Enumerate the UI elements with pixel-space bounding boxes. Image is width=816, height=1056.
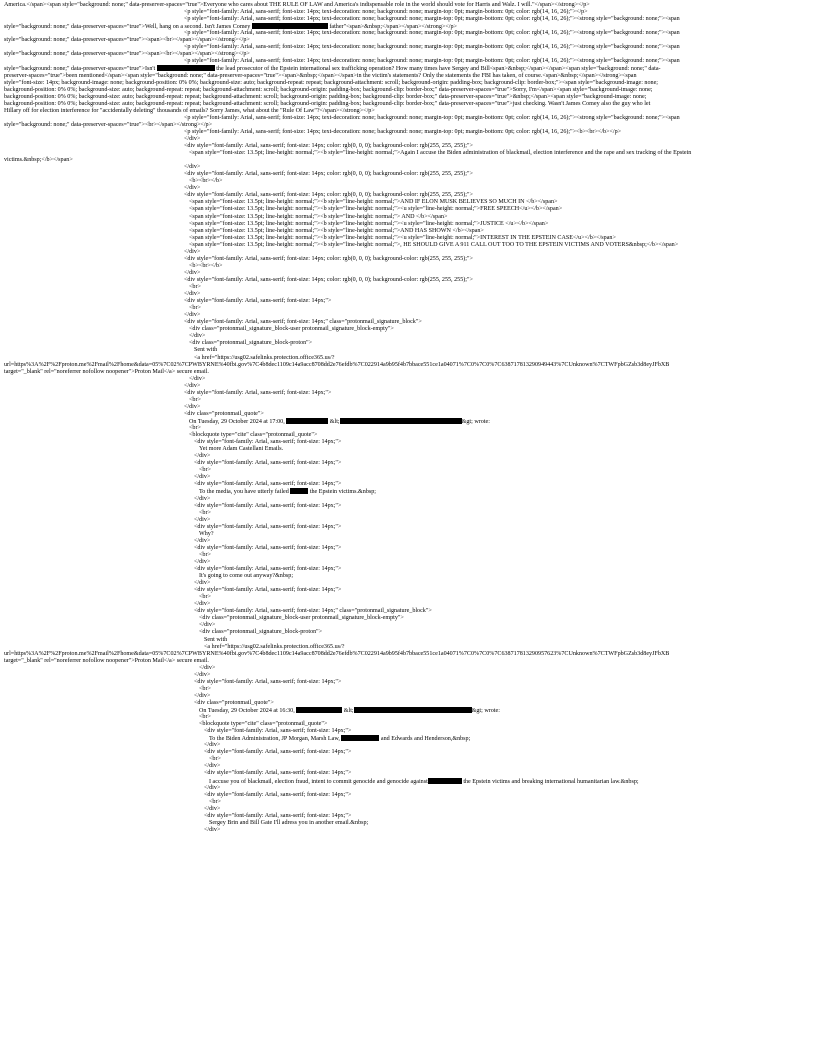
source-line bbox=[184, 270, 200, 277]
line-text: </div> bbox=[184, 382, 201, 389]
line-text: On Tuesday, 29 October 2024 at 17:00, bbox=[189, 418, 287, 425]
line-text: the Epstein victims and breaking international humanitarian law.&nbsp; bbox=[461, 778, 639, 785]
line-text: It's going to come out anyway?&nbsp; bbox=[199, 573, 294, 580]
line-text: <br> bbox=[199, 714, 211, 721]
line-text: <div style="font-family: Arial, sans-serif; font-size: 14px; color: rgb(0, 0, 0); background-color: rgb(255, 255, 255);"> bbox=[184, 276, 473, 283]
source-line bbox=[184, 256, 473, 263]
source-line bbox=[209, 820, 368, 827]
source-line bbox=[184, 298, 331, 305]
line-text: Yet more Adam Castellani Emails. bbox=[199, 446, 284, 453]
source-line bbox=[4, 101, 650, 108]
source-line bbox=[4, 651, 669, 658]
source-line bbox=[204, 827, 220, 834]
source-line bbox=[4, 157, 73, 164]
source-line bbox=[184, 277, 473, 284]
source-line bbox=[204, 749, 351, 756]
line-text: </div> bbox=[204, 763, 221, 770]
source-line bbox=[189, 340, 312, 347]
line-text: target="_blank" rel="noreferrer nofollow noopener">Proton Mail</a> secure email. bbox=[4, 368, 209, 375]
source-line bbox=[184, 136, 200, 143]
source-line bbox=[189, 263, 222, 270]
line-text: <div class="protonmail_quote"> bbox=[184, 410, 264, 417]
line-text: </div> bbox=[204, 805, 221, 812]
line-text: <p style="font-family: Arial, sans-serif; font-size: 14px; text-decoration: none; background: none; margin-top: 0pt; margin-bottom: 0pt; color: rgb(14, 16, 26);"><b><br></b></p> bbox=[184, 128, 622, 135]
line-text: </div> bbox=[194, 453, 211, 460]
line-text: </div> bbox=[194, 516, 211, 523]
line-text: <span style="font-size: 13.5pt; line-height: normal;"><b style="line-height: normal;">, HE SHOULD GIVE A 911 CALL OUT TOO TO THE EPSTEIN VICTIMS AND VOTERS&nbsp;</b></span> bbox=[189, 241, 679, 248]
redaction-block bbox=[157, 65, 215, 71]
source-line bbox=[184, 249, 200, 256]
line-text: </div> bbox=[194, 601, 211, 608]
line-text: </div> bbox=[184, 312, 201, 319]
line-text: <span style="font-size: 13.5pt; line-height: normal;"><b style="line-height: normal;"> AND </b></span> bbox=[189, 213, 448, 220]
line-text: <div style="font-family: Arial, sans-serif; font-size: 14px;"> bbox=[204, 770, 352, 777]
source-line bbox=[184, 115, 680, 122]
line-text: Sent with bbox=[194, 347, 218, 354]
line-text: <div style="font-family: Arial, sans-serif; font-size: 14px; color: rgb(0, 0, 0); background-color: rgb(255, 255, 255);"> bbox=[184, 143, 473, 149]
line-text: style="font-size: 14px; background-image: none; background-position: 0% 0%; background-size: auto; background-repeat: repeat; background-attachment: scroll; background-origin: padding-box; background-clip: border-box;"><span style="background-image: none; bbox=[4, 79, 658, 86]
source-line bbox=[199, 488, 376, 496]
line-text: style="background: none;" data-preserver-spaces="true"><span><br></span></span></strong></p> bbox=[4, 37, 250, 44]
line-text: &lt; bbox=[328, 418, 340, 425]
source-line bbox=[184, 390, 331, 397]
source-line bbox=[204, 813, 351, 820]
line-text: </div> bbox=[194, 580, 211, 587]
source-line bbox=[194, 700, 274, 707]
line-text: </div> bbox=[194, 495, 211, 502]
line-text: <br> bbox=[199, 509, 211, 516]
line-text: <div style="font-family: Arial, sans-serif; font-size: 14px; color: rgb(0, 0, 0); background-color: rgb(255, 255, 255);"> bbox=[184, 192, 473, 199]
line-text: <b><br></b> bbox=[189, 178, 223, 185]
line-text: <p style="font-family: Arial, sans-serif; font-size: 14px; text-decoration: none; background: none; margin-top: 0pt; margin-bottom: 0pt; color: rgb(14, 16, 26);"><strong style="background: none;"><span bbox=[184, 114, 680, 121]
redaction-block bbox=[341, 735, 379, 741]
source-line bbox=[199, 707, 500, 715]
line-text: </div> bbox=[199, 622, 216, 629]
source-line bbox=[189, 376, 205, 383]
redaction-block bbox=[252, 23, 328, 29]
line-text: <p style="font-family: Arial, sans-serif; font-size: 14px; text-decoration: none; background: none; margin-top: 0pt; margin-bottom: 0pt; color: rgb(14, 16, 26);"><strong style="background: none;"><span bbox=[184, 16, 680, 23]
source-line bbox=[194, 538, 210, 545]
source-line bbox=[204, 728, 351, 735]
line-text: <div style="font-family: Arial, sans-serif; font-size: 14px;"> bbox=[194, 481, 342, 488]
line-text: </div> bbox=[194, 474, 211, 481]
line-text: &gt; wrote: bbox=[471, 708, 500, 714]
source-line bbox=[199, 510, 211, 517]
line-text: preserver-spaces="true">been mentioned</span><span style="background: none;" data-preserver-spaces="true"><span>&nbsp;</span></span>in the victim's statements? Only the statements the FBI has taken, of course.<span>&nbsp;</span></strong><span bbox=[4, 72, 637, 79]
line-text: </div> bbox=[184, 164, 201, 171]
redaction-block bbox=[340, 418, 462, 424]
line-text: <blockquote type="cite" class="protonmail_quote"> bbox=[199, 721, 328, 728]
source-line bbox=[189, 432, 317, 439]
line-text: <br> bbox=[189, 284, 201, 290]
line-text: <br> bbox=[199, 594, 211, 601]
source-line bbox=[189, 284, 201, 291]
line-text: &gt; wrote: bbox=[461, 418, 490, 425]
source-line bbox=[199, 552, 211, 559]
source-line bbox=[199, 665, 215, 672]
line-text: father"<span>&nbsp;</span></span></strong></p> bbox=[327, 24, 457, 31]
source-line bbox=[189, 206, 562, 213]
line-text: </div> bbox=[184, 269, 201, 276]
line-text: <div style="font-family: Arial, sans-serif; font-size: 14px;"> bbox=[194, 439, 342, 446]
line-text: style="background: none;" data-preserver-spaces="true">Well, hang on a second. Isn't James Comey bbox=[4, 24, 252, 31]
line-text: </div> bbox=[184, 135, 201, 142]
line-text: <br> bbox=[189, 425, 201, 431]
line-text: America.</span><span style="background: none;" data-preserver-spaces="true">Everyone who cares about THE RULE OF LAW and America's indispensable role in the world should vote for Harris and Walz. I will."</span></strong></p> bbox=[4, 2, 590, 8]
line-text: <p style="font-family: Arial, sans-serif; font-size: 14px; text-decoration: none; background: none; margin-top: 0pt; margin-bottom: 0pt; color: rgb(14, 16, 26);"><strong style="background: none;"><span bbox=[184, 44, 680, 51]
source-line bbox=[204, 644, 344, 651]
line-text: </div> bbox=[189, 333, 206, 340]
line-text: Why? bbox=[199, 530, 214, 537]
line-text: <div style="font-family: Arial, sans-serif; font-size: 14px;"> bbox=[204, 749, 352, 756]
line-text: </div> bbox=[184, 248, 201, 255]
line-text: <p style="font-family: Arial, sans-serif; font-size: 14px; text-decoration: none; background: none; margin-top: 0pt; margin-bottom: 0pt; color: rgb(14, 16, 26);"><strong style="background: none;"><span bbox=[184, 58, 680, 65]
source-line bbox=[199, 531, 214, 538]
source-line bbox=[194, 559, 210, 566]
line-text: the Epstein victims.&nbsp; bbox=[308, 489, 377, 496]
line-text: </div> bbox=[194, 692, 211, 699]
line-text: <br> bbox=[189, 305, 201, 312]
line-text: &lt; bbox=[342, 708, 354, 714]
line-text: <div style="font-family: Arial, sans-serif; font-size: 14px;"> bbox=[194, 460, 342, 467]
source-line bbox=[4, 658, 209, 665]
line-text: background-position: 0% 0%; background-size: auto; background-repeat: repeat; background-attachment: scroll; background-origin: padding-box; background-clip: border-box;" data-preserver-spaces="true">Sorry, I'm</span><span style="background-image: none; bbox=[4, 86, 653, 93]
line-text: <div style="font-family: Arial, sans-serif; font-size: 14px; color: rgb(0, 0, 0); background-color: rgb(255, 255, 255);"> bbox=[184, 171, 473, 178]
source-line bbox=[194, 679, 341, 686]
line-text: <div style="font-family: Arial, sans-serif; font-size: 14px;" class="protonmail_signature_block"> bbox=[194, 608, 432, 615]
source-line bbox=[189, 418, 490, 426]
line-text: </div> bbox=[189, 375, 206, 382]
line-text: <span style="font-size: 13.5pt; line-height: normal;"><b style="line-height: normal;"><u style="line-height: normal;">FREE SPEECH</u></b></span> bbox=[189, 206, 563, 213]
line-text: url=https%3A%2F%2Fproton.me%2Fmail%2Fhome&data=05%7C02%7CPWBYRNE%40fbi.gov%7C4b8dec1109c14a9acc8708dd2e76efdb%7C022914a9b95f4b7bbace551ce1a04071%7C0%7C0%7C638717813290957623%7CUnknown%7CTWFpbGZsb3d8eyJFbXB bbox=[4, 650, 670, 657]
line-text: </div> bbox=[204, 784, 221, 791]
line-text: the lead prosecutor of the Epstein international sex trafficking operation? How many times have Sergey and Bill<span>&nbsp;</span></span><span style="background: none;" data- bbox=[214, 66, 661, 73]
line-text: </div> bbox=[199, 664, 216, 671]
source-line bbox=[199, 573, 293, 580]
source-line bbox=[194, 481, 341, 488]
source-line bbox=[199, 714, 211, 721]
line-text: <div class="protonmail_signature_block-user protonmail_signature_block-empty"> bbox=[189, 326, 394, 333]
source-line bbox=[204, 792, 351, 799]
source-line bbox=[184, 44, 680, 51]
source-line bbox=[194, 545, 341, 552]
source-line bbox=[4, 369, 209, 376]
line-text: <span style="font-size: 13.5pt; line-height: normal;"><b style="line-height: normal;">Again I accuse the Biden administration of blackmail, election interference and the rape and sex tracking of the Epstein bbox=[189, 150, 692, 157]
line-text: style="background: none;" data-preserver-spaces="true"><span><br></span></span></strong></p> bbox=[4, 51, 250, 58]
source-line bbox=[189, 305, 201, 312]
source-line bbox=[189, 228, 484, 235]
line-text: <div style="font-family: Arial, sans-serif; font-size: 14px;"> bbox=[194, 523, 342, 530]
source-line bbox=[184, 58, 680, 65]
source-line bbox=[189, 178, 222, 185]
source-line bbox=[199, 594, 211, 601]
source-line bbox=[189, 242, 678, 249]
line-text: <p style="font-family: Arial, sans-serif; font-size: 14px; text-decoration: none; background: none; margin-top: 0pt; margin-bottom: 0pt; color: rgb(14, 16, 26);"></p> bbox=[184, 9, 588, 16]
source-line bbox=[189, 397, 201, 404]
line-text: <div style="font-family: Arial, sans-serif; font-size: 14px;"> bbox=[194, 502, 342, 509]
source-line bbox=[184, 291, 200, 298]
line-text: <blockquote type="cite" class="protonmail_quote"> bbox=[189, 432, 318, 439]
line-text: <div style="font-family: Arial, sans-serif; font-size: 14px;"> bbox=[204, 812, 352, 819]
line-text: <br> bbox=[199, 551, 211, 558]
line-text: victims.&nbsp;</b></span> bbox=[4, 157, 73, 164]
source-line bbox=[199, 622, 215, 629]
line-text: <div style="font-family: Arial, sans-serif; font-size: 14px;"> bbox=[184, 389, 332, 396]
source-line bbox=[4, 94, 646, 101]
source-line bbox=[194, 566, 341, 573]
source-line bbox=[194, 355, 334, 362]
line-text: To the media, you have utterly failed bbox=[199, 489, 291, 496]
line-text: </div> bbox=[194, 558, 211, 565]
redaction-block bbox=[354, 707, 472, 713]
source-line bbox=[194, 503, 341, 510]
line-text: <div style="font-family: Arial, sans-serif; font-size: 14px;"> bbox=[194, 566, 342, 572]
line-text: </div> bbox=[194, 671, 211, 678]
source-line bbox=[209, 799, 221, 806]
line-text: <span style="font-size: 13.5pt; line-height: normal;"><b style="line-height: normal;"><u style="line-height: normal;">JUSTICE </u></b></span> bbox=[189, 220, 549, 227]
source-line bbox=[189, 326, 394, 333]
line-text: On Tuesday, 29 October 2024 at 16:30, bbox=[199, 708, 297, 714]
source-line bbox=[189, 221, 548, 228]
source-line bbox=[4, 73, 637, 80]
source-line bbox=[194, 496, 210, 503]
line-text: </div> bbox=[204, 826, 221, 833]
line-text: <div style="font-family: Arial, sans-serif; font-size: 14px;"> bbox=[204, 791, 352, 798]
line-text: background-position: 0% 0%; background-size: auto; background-repeat: repeat; background-attachment: scroll; background-origin: padding-box; background-clip: border-box;" data-preserver-spaces="true">&nbsp;</span><span style="background-image: none; bbox=[4, 93, 647, 100]
line-text: background-position: 0% 0%; background-size: auto; background-repeat: repeat; background-attachment: scroll; background-origin: padding-box; background-clip: border-box;" data-preserver-spaces="true">just checking. Wasn't James Comey also the guy who let bbox=[4, 100, 651, 107]
source-line bbox=[194, 587, 341, 594]
line-text: and Edwards and Henderson,&nbsp; bbox=[379, 736, 471, 743]
source-line bbox=[204, 785, 220, 792]
source-line bbox=[184, 319, 422, 326]
source-line bbox=[194, 693, 210, 700]
source-line bbox=[189, 150, 691, 157]
source-line bbox=[189, 425, 201, 432]
source-line bbox=[189, 333, 205, 340]
line-text: url=https%3A%2F%2Fproton.me%2Fmail%2Fhome&data=05%7C02%7CPWBYRNE%40fbi.gov%7C4b8dec1109c14a9acc8708dd2e76efdb%7C022914a9b95f4b7bbace551ce1a04071%7C0%7C0%7C638717813290949443%7CUnknown%7CTWFpbGZsb3d8eyJFbXB bbox=[4, 361, 670, 368]
source-line bbox=[209, 756, 221, 763]
line-text: <div style="font-family: Arial, sans-serif; font-size: 14px;"> bbox=[194, 587, 342, 594]
source-line bbox=[4, 80, 658, 87]
line-text: <div class="protonmail_signature_block-user protonmail_signature_block-empty"> bbox=[199, 615, 404, 622]
line-text: <div class="protonmail_signature_block-proton"> bbox=[199, 629, 323, 636]
redaction-block bbox=[428, 778, 462, 784]
line-text: <div class="protonmail_signature_block-proton"> bbox=[189, 340, 313, 347]
line-text: <div style="font-family: Arial, sans-serif; font-size: 14px; color: rgb(0, 0, 0); background-color: rgb(255, 255, 255);"> bbox=[184, 255, 473, 262]
line-text: <br> bbox=[199, 685, 211, 692]
source-line bbox=[4, 362, 669, 369]
redaction-block bbox=[286, 418, 328, 424]
source-line bbox=[194, 517, 210, 524]
source-line bbox=[199, 615, 404, 622]
source-line bbox=[184, 143, 473, 150]
line-text: <a href="https://usg02.safelinks.protection.office365.us/? bbox=[194, 354, 335, 361]
line-text: <span style="font-size: 13.5pt; line-height: normal;"><b style="line-height: normal;">AND IF ELON MUSK BELIEVES SO MUCH IN </b></span> bbox=[189, 199, 558, 206]
line-text: </div> bbox=[194, 537, 211, 544]
line-text: <br> bbox=[209, 756, 221, 763]
source-line bbox=[204, 637, 227, 644]
line-text: Sergey Brin and Bill Gate I'll adress you in another email.&nbsp; bbox=[209, 819, 369, 826]
source-line bbox=[194, 347, 217, 354]
source-line bbox=[4, 108, 375, 115]
source-line bbox=[199, 446, 283, 453]
redaction-block bbox=[290, 488, 308, 494]
source-line bbox=[199, 686, 211, 693]
source-line bbox=[204, 770, 351, 777]
line-text: <div style="font-family: Arial, sans-serif; font-size: 14px;"> bbox=[194, 678, 342, 685]
line-text: Sent with bbox=[204, 636, 228, 643]
source-line bbox=[189, 214, 447, 221]
line-text: <br> bbox=[209, 798, 221, 805]
source-line bbox=[184, 9, 588, 16]
line-text: I accuse you of blackmail, election fraud, intent to commit genocide and genocide against bbox=[209, 778, 428, 785]
source-line bbox=[204, 806, 220, 813]
source-line bbox=[194, 460, 341, 467]
source-line bbox=[184, 16, 680, 23]
source-line bbox=[189, 235, 616, 242]
source-line bbox=[4, 87, 653, 94]
line-text: </div> bbox=[184, 185, 201, 192]
line-text: <br> bbox=[189, 396, 201, 403]
line-text: style="background: none;" data-preserver-spaces="true"><br></span></strong></p> bbox=[4, 121, 213, 128]
source-line bbox=[184, 171, 473, 178]
line-text: <br> bbox=[199, 467, 211, 474]
source-line bbox=[4, 122, 212, 129]
line-text: <span style="font-size: 13.5pt; line-height: normal;"><b style="line-height: normal;">AND HAS SHOWN </b></span> bbox=[189, 227, 484, 234]
source-line bbox=[209, 735, 470, 743]
line-text: target="_blank" rel="noreferrer nofollow noopener">Proton Mail</a> secure email. bbox=[4, 657, 209, 664]
line-text: <p style="font-family: Arial, sans-serif; font-size: 14px; text-decoration: none; background: none; margin-top: 0pt; margin-bottom: 0pt; color: rgb(14, 16, 26);"><strong style="background: none;"><span bbox=[184, 30, 680, 37]
line-text: <span style="font-size: 13.5pt; line-height: normal;"><b style="line-height: normal;"><u style="line-height: normal;">INTEREST IN THE EPSTEIN CASE</u></b></span> bbox=[189, 234, 616, 241]
redaction-block bbox=[296, 707, 342, 713]
line-text: <div style="font-family: Arial, sans-serif; font-size: 14px;"> bbox=[184, 298, 332, 305]
source-line bbox=[199, 629, 322, 636]
source-line bbox=[184, 129, 621, 136]
line-text: <div style="font-family: Arial, sans-serif; font-size: 14px;"> bbox=[194, 544, 342, 551]
line-text: style="background: none;" data-preserver-spaces="true">Isn't bbox=[4, 66, 157, 73]
source-line bbox=[194, 439, 341, 446]
source-line bbox=[184, 404, 200, 411]
line-text: </div> bbox=[184, 291, 201, 298]
source-line bbox=[184, 411, 264, 418]
line-text: </div> bbox=[204, 742, 221, 749]
line-text: <a href="https://usg02.safelinks.protection.office365.us/? bbox=[204, 643, 345, 650]
line-text: <div class="protonmail_quote"> bbox=[194, 699, 274, 706]
line-text: Hillary off for election interference for "accidentally deleting" thousands of emails? Sorry James, what about the "Rule Of Law"?</span></strong></p> bbox=[4, 107, 375, 114]
source-line bbox=[194, 524, 341, 531]
source-line bbox=[194, 672, 210, 679]
source-line bbox=[184, 383, 200, 390]
line-text: <div style="font-family: Arial, sans-serif; font-size: 14px;" class="protonmail_signature_block"> bbox=[184, 319, 422, 326]
line-text: </div> bbox=[184, 403, 201, 410]
source-line bbox=[184, 30, 680, 37]
source-line bbox=[194, 608, 432, 615]
line-text: To the Biden Administration, JP Morgan, Marsh Law, bbox=[209, 736, 342, 743]
line-text: <div style="font-family: Arial, sans-serif; font-size: 14px;"> bbox=[204, 728, 352, 735]
source-line bbox=[209, 778, 639, 786]
source-line bbox=[199, 467, 211, 474]
line-text: <b><br></b> bbox=[189, 262, 223, 269]
source-line bbox=[4, 2, 590, 9]
